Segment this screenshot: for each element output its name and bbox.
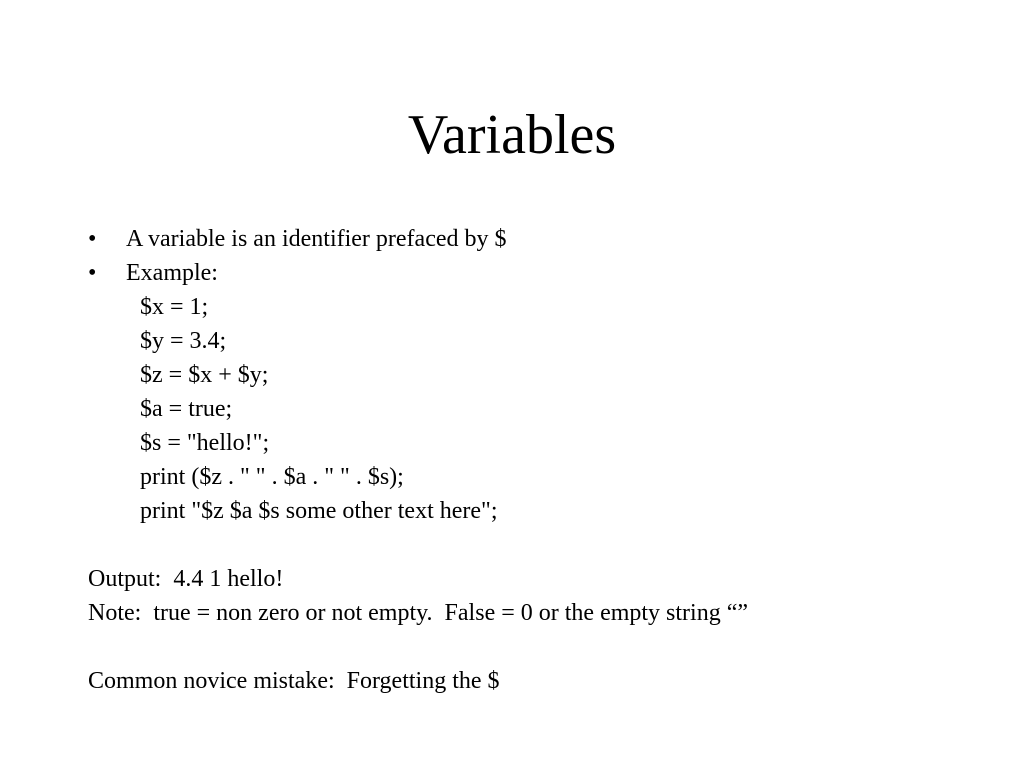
code-line: print "$z $a $s some other text here"; [140,498,498,524]
code-line: print ($z . " " . $a . " " . $s); [140,464,404,490]
code-line: $z = $x + $y; [140,362,269,388]
spacer [88,528,988,562]
bullet-text: Example: [126,260,218,286]
spacer [88,630,988,664]
bullet-text: A variable is an identifier prefaced by $ [126,226,507,252]
code-line: $y = 3.4; [140,328,227,354]
note-line: Note: true = non zero or not empty. False = 0 or the empty string “” [88,600,749,626]
output-line: Output: 4.4 1 hello! [88,566,284,592]
slide-title: Variables [407,104,617,166]
bullet-icon: • [88,260,97,286]
code-line: $a = true; [140,396,233,422]
slide-body [88,222,988,698]
code-line: $s = "hello!"; [140,430,270,456]
mistake-line: Common novice mistake: Forgetting the $ [88,668,500,694]
code-line: $x = 1; [140,294,209,320]
bullet-item [88,222,988,256]
bullet-item [88,256,988,290]
bullet-icon: • [88,226,97,252]
